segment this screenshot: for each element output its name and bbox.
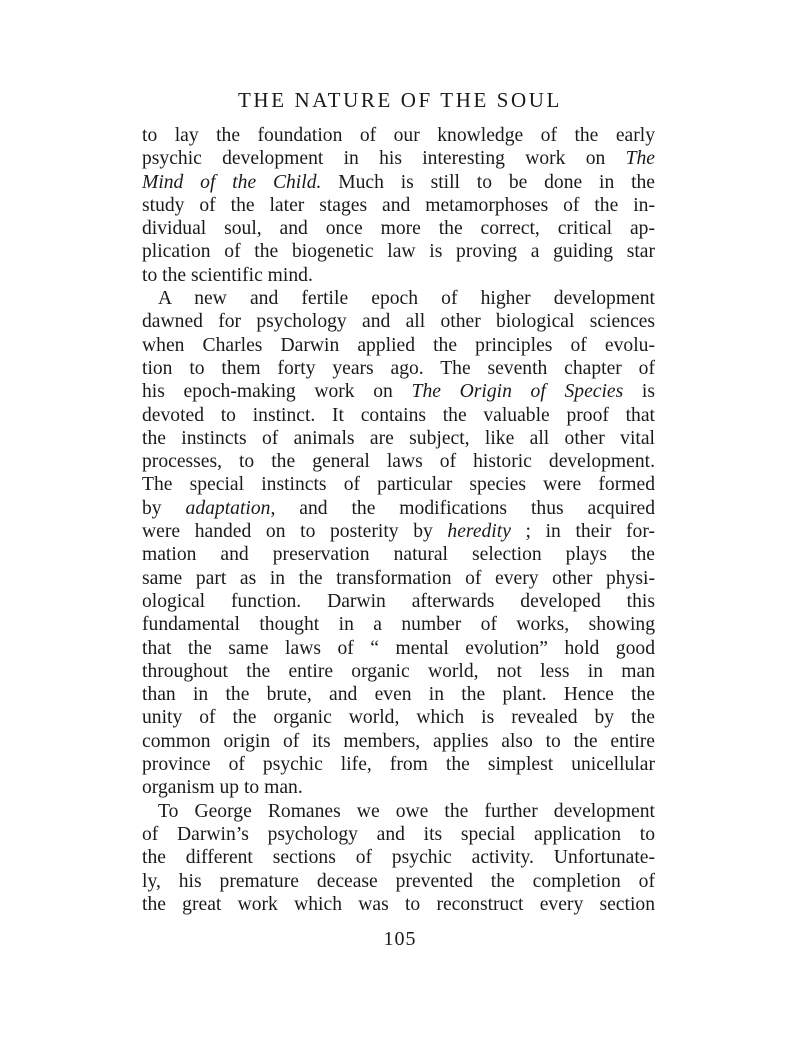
text-line: [142, 147, 655, 170]
text-line: [142, 613, 655, 636]
text-line: [142, 171, 655, 194]
italic-text: The: [625, 148, 655, 170]
text-line: [142, 380, 655, 403]
text-line: [142, 753, 655, 776]
text-line: [142, 543, 655, 566]
text-line: [142, 683, 655, 706]
text-segment: ; in their for-: [510, 521, 655, 543]
text-line: [142, 637, 655, 660]
text-segment: same part as in the transformation of every other physi-: [142, 567, 655, 589]
text-line: [142, 660, 655, 683]
text-segment: by: [142, 497, 186, 519]
text-segment: ly, his premature decease prevented the completion of: [142, 870, 655, 892]
text-segment: that the same laws of “ mental evolution” hold good: [142, 637, 655, 659]
text-line: [142, 473, 655, 496]
text-segment: The special instincts of particular species were formed: [142, 474, 655, 496]
text-line: [142, 310, 655, 333]
text-segment: ological function. Darwin afterwards developed this: [142, 590, 655, 612]
text-line: [142, 730, 655, 753]
italic-text: Mind of the Child.: [142, 171, 322, 193]
text-line: [142, 846, 655, 869]
text-segment: throughout the entire organic world, not less in man: [142, 660, 655, 682]
text-line: [142, 240, 655, 263]
text-segment: organism up to man.: [142, 777, 303, 799]
text-segment: mation and preservation natural selection plays the: [142, 544, 655, 566]
text-segment: Much is still to be done in the: [321, 171, 656, 193]
text-segment: dividual soul, and once more the correct, critical ap-: [142, 218, 655, 240]
text-line: [142, 590, 655, 613]
text-line: [142, 567, 655, 590]
body-text: [142, 124, 655, 916]
italic-text: The Origin of Species: [411, 381, 624, 403]
text-segment: devoted to instinct. It contains the valuable proof that: [142, 404, 655, 426]
text-line: [142, 217, 655, 240]
text-segment: To George Romanes we owe the further development: [158, 800, 655, 822]
text-line: [142, 194, 655, 217]
text-segment: plication of the biogenetic law is proving a guiding star: [142, 241, 655, 263]
text-line: [142, 870, 655, 893]
page-number: 105: [383, 928, 417, 950]
text-segment: unity of the organic world, which is revealed by the: [142, 707, 655, 729]
text-segment: were handed on to posterity by: [142, 521, 448, 543]
text-segment: psychic development in his interesting work on: [142, 148, 626, 170]
text-line: [142, 124, 655, 147]
text-segment: is: [623, 381, 656, 403]
text-segment: the instincts of animals are subject, like all other vital: [142, 427, 655, 449]
text-segment: to lay the foundation of our knowledge of the early: [142, 125, 655, 146]
text-segment: of Darwin’s psychology and its special application to: [142, 823, 655, 845]
text-segment: fundamental thought in a number of works, showing: [142, 614, 655, 636]
text-line: [142, 520, 655, 543]
text-line: [142, 776, 655, 799]
text-segment: common origin of its members, applies also to the entire: [142, 730, 655, 752]
text-line: [142, 334, 655, 357]
text-line: [142, 823, 655, 846]
text-line: [142, 893, 655, 916]
text-segment: the great work which was to reconstruct every section: [142, 893, 655, 915]
text-segment: , and the modifications thus acquired: [270, 497, 655, 519]
text-segment: dawned for psychology and all other biological sciences: [142, 311, 655, 333]
text-segment: to the scientific mind.: [142, 264, 313, 286]
text-segment: study of the later stages and metamorphoses of the in-: [142, 194, 655, 216]
text-line: [142, 287, 655, 310]
text-line: [142, 497, 655, 520]
text-segment: the different sections of psychic activity. Unfortunate-: [142, 847, 655, 869]
running-head: THE NATURE OF THE SOUL: [238, 88, 562, 112]
text-segment: than in the brute, and even in the plant. Hence the: [142, 684, 655, 706]
text-line: [142, 800, 655, 823]
text-segment: A new and fertile epoch of higher development: [158, 288, 655, 310]
italic-text: heredity: [447, 521, 511, 543]
text-line: [142, 404, 655, 427]
text-segment: his epoch-making work on: [142, 381, 412, 403]
text-line: [142, 450, 655, 473]
text-line: [142, 427, 655, 450]
text-line: [142, 264, 655, 287]
italic-text: adaptation: [185, 497, 271, 519]
text-segment: processes, to the general laws of historic development.: [142, 451, 655, 473]
text-line: [142, 706, 655, 729]
text-segment: tion to them forty years ago. The seventh chapter of: [142, 357, 655, 379]
text-segment: when Charles Darwin applied the principles of evolu-: [142, 334, 655, 356]
text-line: [142, 357, 655, 380]
text-segment: province of psychic life, from the simplest unicellular: [142, 754, 655, 776]
